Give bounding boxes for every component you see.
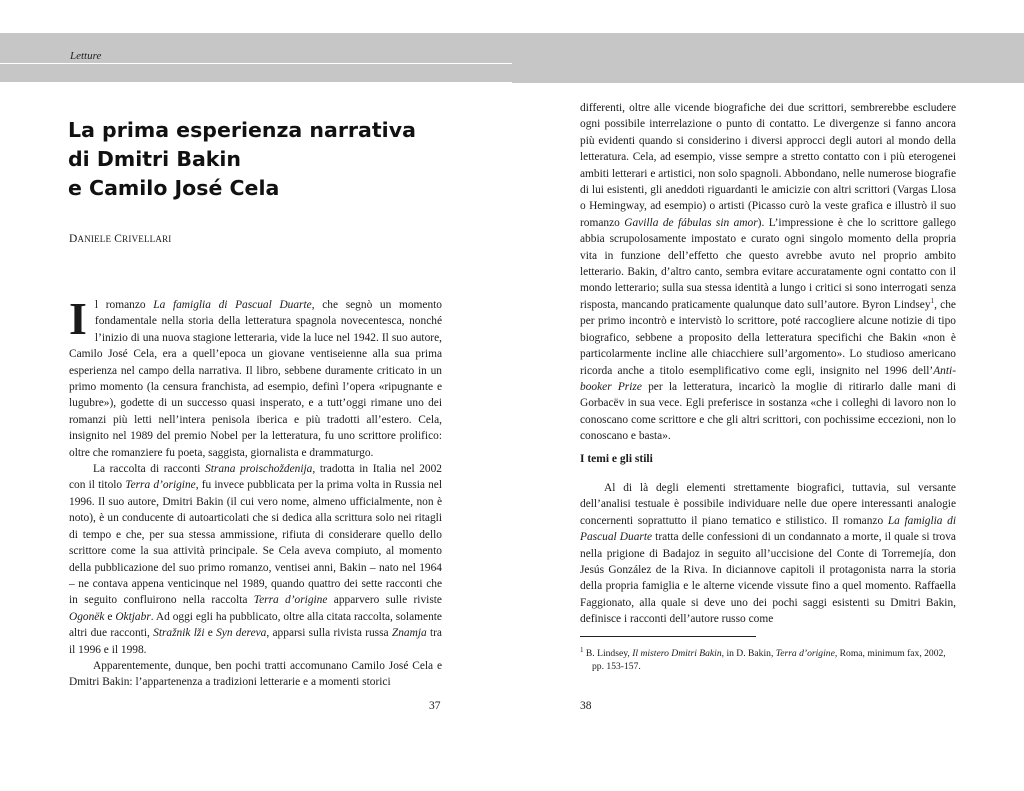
title-line-1: La prima esperienza narrativa <box>68 118 416 142</box>
drop-cap: I <box>69 293 87 344</box>
page-number-left: 37 <box>429 700 441 712</box>
title-line-3: e Camilo José Cela <box>68 176 280 200</box>
header-band-left-lower <box>0 63 512 82</box>
page-number-right: 38 <box>580 700 592 712</box>
paragraph: Apparentemente, dunque, ben pochi tratti accomunano Camilo José Cela e Dmitri Bakin: l’appartenenza a tradizioni letterarie e a momenti storici <box>69 659 442 689</box>
running-head: Letture <box>70 50 102 62</box>
paragraph: differenti, oltre alle vicende biografiche dei due scrittori, sembrerebbe escludere ogni possibile interrelazione o punto di contatto. Le divergenze si fanno ancora più evidenti quando si considerino i diversi approcci degli autori al mondo della letteratura. Cela, ad esempio, visse sempre a stretto contatto con i più eterogenei ambiti letterari e artistici, non solo spagnoli. Abbondano, nelle numerose biografie di lui esistenti, gli aneddoti riguardanti le amicizie con altri scrittori (Vargas Llosa o Hemingway, ad esempio) o artisti (Picasso curò la veste grafica e illustrò il suo romanzo Gavilla de fábulas sin amor). L’impressione è che lo scrittore gallego abbia scrupolosamente impostato e curato ogni singolo momento della propria vita in funzione dell’effetto che questo avrebbe avuto nel proprio ambito letterario. Bakin, d’altro canto, sembra evitare accuratamente ogni contatto con il mondo letterario; sulla sua stessa identità a lungo i critici si sono interrogati senza risposta, mancando praticamente qualunque dato sull’autore. Byron Lindsey$^1$, che per primo incontrò e intervistò lo scrittore, poté raccogliere alcune notizie di tipo biografico, sebbene a proposito della letteratura specifichi che Bakin «non è particolarmente incline alle chiacchiere sull’argomento». Lo studioso americano ricorda anche a titolo esemplificativo come egli, insignito nel 1996 dell’Anti-booker Prize per la letteratura, incaricò la moglie di ritirarlo dalle mani di Gorbacëv in sua vece. Egli preferisce in sostanza «che i colleghi di lavoro non lo conoscano come scrittore e che gli altri scrittori, con pochissime eccezioni, non lo conoscano e basta». <box>580 102 957 443</box>
right-page-body <box>580 100 956 445</box>
footnote: $^1$ B. Lindsey, Il mistero Dmitri Bakin, in D. Bakin, Terra d’origine, Roma, minimum fax, 2002, pp. 153-157. <box>580 646 946 673</box>
section-heading: I temi e gli stili <box>580 453 653 465</box>
paragraph: Al di là degli elementi strettamente biografici, tuttavia, sul versante dell’analisi testuale è possibile individuare nelle due opere interessanti analogie concernenti soprattutto il piano tematico e stilistico. Il romanzo La famiglia di Pascual Duarte tratta delle confessioni di un condannato a morte, il quale si trova nella prigione di Badajoz in seguito all’uccisione del Conte di Torremejía, don Jesús González de la Riva. In diciannove capitoli il protagonista narra la storia della propria famiglia e le alterne vicende vissute fino a quel momento. Raffaella Faggionato, alla quale si deve uno dei pochi saggi esistenti su Dmitri Bakin, definisce i racconti dell’autore russo come <box>580 482 956 626</box>
footnote-ref[interactable]: 1 <box>930 297 935 306</box>
right-page-body-section <box>580 480 956 628</box>
footnote-rule <box>580 636 756 637</box>
author-name: DANIELE CRIVELLARI <box>69 233 172 245</box>
paragraph: Il romanzo La famiglia di Pascual Duarte, che segnò un momento fondamentale nella storia della letteratura spagnola novecentesca, nonché l’inizio di una nuova stagione letteraria, vide la luce nel 1942. Il suo autore, Camilo José Cela, era a quell’epoca un giovane ventiseienne alla sua prima esperienza nel campo della narrativa. Il libro, sebbene duramente criticato in un primo momento (la censura franchista, ad esempio, definì l’opera «ripugnante e lugubre»), godette di un successo quasi insperato, e a tutt’oggi rimane uno dei romanzi più letti nell’intera penisola iberica e più tradotti all’estero. Cela, insignito nel 1989 del premio Nobel per la letteratura, fu uno scrittore prolifico: oltre che romanziere fu poeta, saggista, giornalista e drammaturgo. <box>69 293 442 459</box>
header-band-right <box>512 33 1024 83</box>
article-title <box>68 116 468 203</box>
paragraph: La raccolta di racconti Strana proischoždenija, tradotta in Italia nel 2002 con il titolo Terra d’origine, fu invece pubblicata per la prima volta in Russia nel 1996. Il suo autore, Dmitri Bakin (il cui vero nome, almeno ufficialmente, non è noto), è un conducente di autoarticolati che si dedica alla scrittura solo nei ritagli di tempo e che, per sua stessa ammissione, rifiuta di considerare quello dello scrittore come la sua attività principale. Se Cela aveva compiuto, al momento della pubblicazione del suo primo romanzo, ventisei anni, Bakin – nato nel 1964 – ne contava appena venticinque nel 1989, quando quattro dei sette racconti che in seguito confluirono nella raccolta Terra d’origine apparvero sulle riviste Ogonëk e Oktjabr. Ad oggi egli ha pubblicato, oltre alla citata raccolta, solamente altri due racconti, Stražnik lži e Syn dereva, apparsi sulla rivista russa Znamja tra il 1996 e il 1998. <box>69 463 442 656</box>
left-page-body <box>69 293 442 691</box>
title-line-2: di Dmitri Bakin <box>68 147 242 171</box>
